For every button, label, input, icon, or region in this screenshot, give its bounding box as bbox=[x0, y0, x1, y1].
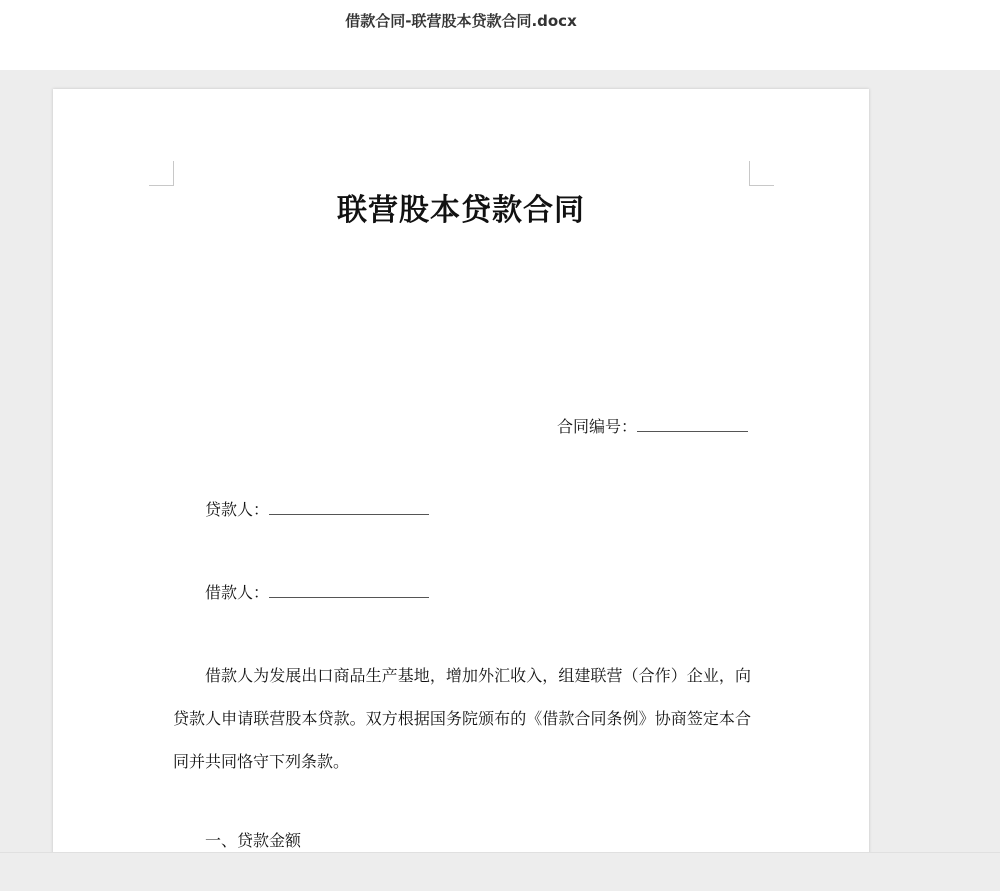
document-page bbox=[53, 89, 869, 860]
borrower-line bbox=[205, 580, 429, 603]
margin-corner-top-right bbox=[749, 161, 774, 186]
section-heading: 一、贷款金额 bbox=[205, 831, 302, 850]
document-viewer[interactable] bbox=[0, 70, 1000, 890]
borrower-label: 借款人： bbox=[205, 583, 270, 602]
file-title: 借款合同-联营股本贷款合同.docx bbox=[345, 12, 577, 30]
intro-paragraph: 借款人为发展出口商品生产基地，增加外汇收入，组建联营（合作）企业，向贷款人申请联营股本贷款。双方根据国务院颁布的《借款合同条例》协商签定本合同并共同恪守下列条款。 bbox=[173, 666, 751, 771]
contract-number-line bbox=[557, 414, 748, 437]
title-bar bbox=[0, 0, 1000, 70]
contract-number-label: 合同编号： bbox=[557, 417, 638, 436]
lender-label: 贷款人： bbox=[205, 500, 270, 519]
lender-blank bbox=[269, 500, 429, 515]
margin-corner-top-left bbox=[149, 161, 174, 186]
lender-line bbox=[205, 497, 429, 520]
borrower-blank bbox=[269, 583, 429, 598]
bottom-bar bbox=[0, 852, 1000, 891]
contract-number-blank bbox=[637, 417, 748, 432]
document-title: 联营股本贷款合同 bbox=[337, 193, 585, 228]
